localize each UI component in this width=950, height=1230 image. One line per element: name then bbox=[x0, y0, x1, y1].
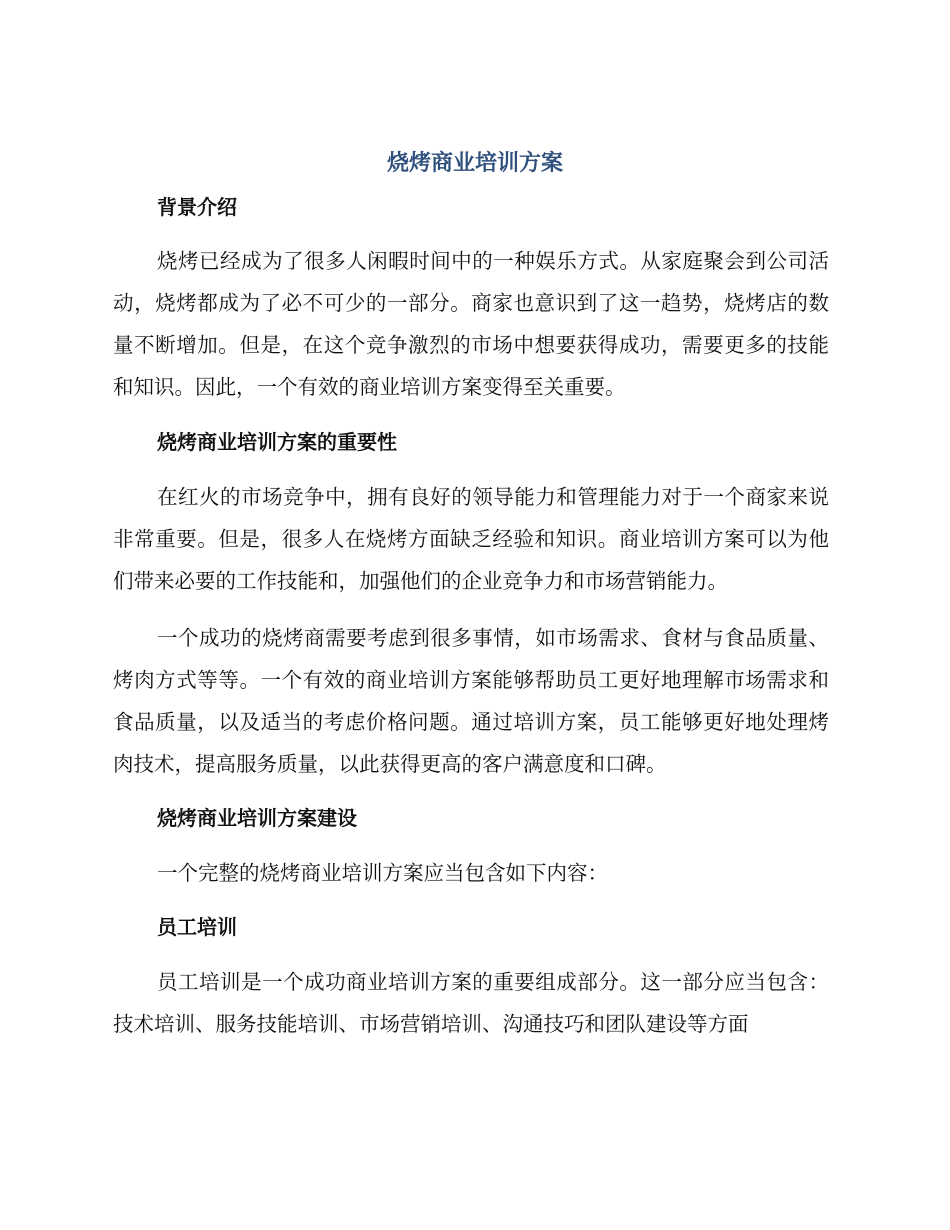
section-heading-construction: 烧烤商业培训方案建设 bbox=[157, 806, 357, 830]
section-heading-background: 背景介绍 bbox=[157, 195, 237, 219]
paragraph-background: 烧烤已经成为了很多人闲暇时间中的一种娱乐方式。从家庭聚会到公司活动，烧烤都成为了必不可少的一部分。商家也意识到了这一趋势，烧烤店的数量不断增加。但是，在这个竞争激烈的市场中想要获得成功，需要更多的技能和知识。因此，一个有效的商业培训方案变得至关重要。 bbox=[113, 249, 829, 399]
section-heading-importance: 烧烤商业培训方案的重要性 bbox=[157, 430, 397, 454]
paragraph-construction: 一个完整的烧烤商业培训方案应当包含如下内容： bbox=[157, 861, 608, 885]
paragraph-importance-2: 一个成功的烧烤商需要考虑到很多事情，如市场需求、食材与食品质量、烤肉方式等等。一个有效的商业培训方案能够帮助员工更好地理解市场需求和食品质量，以及适当的考虑价格问题。通过培训方案，员工能够更好地处理烤肉技术，提高服务质量，以此获得更高的客户满意度和口碑。 bbox=[113, 626, 829, 776]
paragraph-importance-1: 在红火的市场竞争中，拥有良好的领导能力和管理能力对于一个商家来说非常重要。但是，很多人在烧烤方面缺乏经验和知识。商业培训方案可以为他们带来必要的工作技能和，加强他们的企业竞争力和市场营销能力。 bbox=[113, 485, 829, 593]
section-heading-staff-training: 员工培训 bbox=[157, 915, 237, 939]
document-title: 烧烤商业培训方案 bbox=[386, 151, 563, 176]
paragraph-staff-training: 员工培训是一个成功商业培训方案的重要组成部分。这一部分应当包含：技术培训、服务技能培训、市场营销培训、沟通技巧和团队建设等方面 bbox=[113, 970, 829, 1036]
